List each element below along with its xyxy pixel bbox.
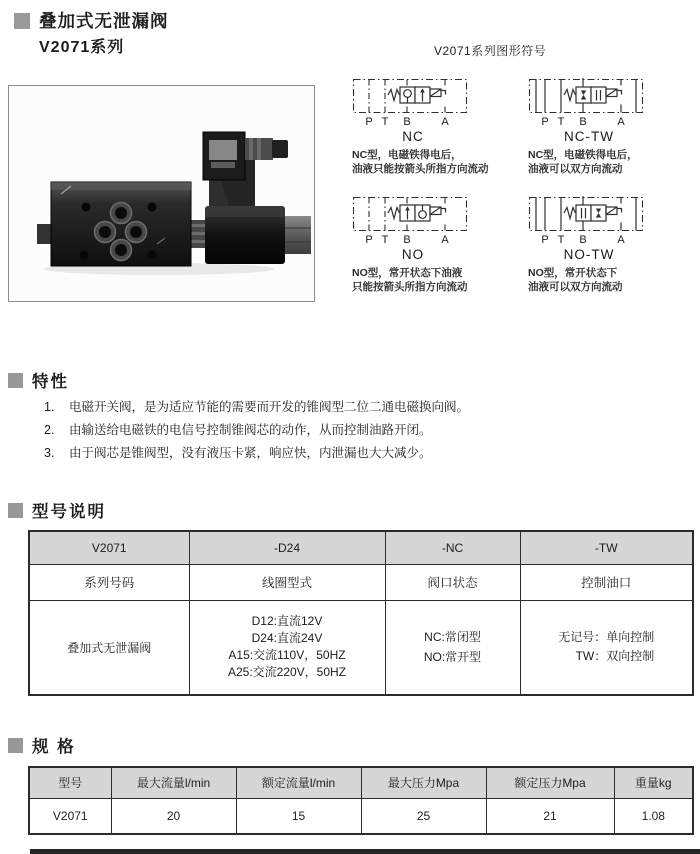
feature-number: 2. [44,423,55,437]
symbol-description [352,266,520,294]
symbol-desc-line2: 只能按箭头所指方向流动 [352,281,468,293]
spec-value-cell: 20 [111,798,236,834]
spec-col-header: 最大流量l/min [111,767,236,798]
model-detail-control [520,600,693,695]
model-detail-state [385,600,520,695]
spec-header-row [29,767,693,798]
feature-item [44,442,469,465]
symbol-desc-line1: NC型，电磁铁得电后， [528,149,638,161]
port-label-t: T [557,116,565,128]
port-label-a: A [617,116,625,128]
port-label-p: P [365,116,373,128]
model-code-row [29,531,693,564]
features-header: 特性 [32,373,69,391]
feature-item [44,419,469,442]
feature-text: 由输送给电磁铁的电信号控制锥阀芯的动作，从而控制油路开闭。 [69,423,432,437]
model-code-cell: -NC [385,531,520,564]
symbol-card-nc-tw [528,78,696,176]
model-label-row [29,564,693,600]
symbol-name: NC-TW [564,129,614,144]
symbol-card-no [352,196,520,294]
model-label-cell: 系列号码 [29,564,189,600]
spec-value-cell: 21 [486,798,614,834]
port-label-a: A [441,116,449,128]
coil-option: D12:直流12V [251,614,323,629]
coil-option: A25:交流220V，50HZ [227,665,347,680]
page-title: 叠加式无泄漏阀 [39,11,169,31]
spec-col-header: 重量kg [614,767,693,798]
coil-option: A15:交流110V，50HZ [228,648,346,663]
product-photo [8,85,315,302]
spec-value-cell: 15 [236,798,361,834]
valve-symbol-nc-tw-icon [528,78,650,128]
spec-col-header: 额定压力Mpa [486,767,614,798]
valve-photo-illustration [9,86,314,301]
model-code-cell: -TW [520,531,693,564]
valve-symbol-no-tw-icon [528,196,650,246]
symbols-title: V2071系列图形符号 [434,44,547,58]
spec-table [28,766,694,835]
spec-data-row [29,798,693,834]
model-header: 型号说明 [32,503,106,521]
page-bottom-scan-edge [30,849,700,854]
symbol-description [528,266,696,294]
features-header-row [8,368,69,392]
section-bullet-icon [14,13,30,29]
spec-col-header: 最大压力Mpa [361,767,486,798]
control-option: TW：双向控制 [575,649,655,664]
port-label-b: B [403,116,411,128]
port-label-t: T [381,234,389,246]
port-label-b: B [403,234,411,246]
port-label-b: B [579,234,587,246]
model-label-cell: 阀口状态 [385,564,520,600]
control-option: 无记号：单向控制 [558,630,655,645]
page-subtitle: V2071系列 [39,39,125,56]
port-label-t: T [381,116,389,128]
symbol-name: NO-TW [563,247,615,262]
model-detail-row [29,600,693,695]
spec-value-cell: 25 [361,798,486,834]
specs-header-row [8,733,76,757]
symbol-desc-line1: NO型，常开状态下油液 [352,267,463,279]
symbol-desc-line1: NC型，电磁铁得电后， [352,149,462,161]
feature-item [44,396,469,419]
symbol-desc-line2: 油液只能按箭头所指方向流动 [352,163,489,175]
spec-col-header: 型号 [29,767,111,798]
model-label-cell: 控制油口 [520,564,693,600]
spec-value-cell: V2071 [29,798,111,834]
symbol-description [528,148,696,176]
feature-text: 电磁开关阀，是为适应节能的需要而开发的锥阀型二位二通电磁换向阀。 [69,400,470,414]
port-label-a: A [441,234,449,246]
port-label-p: P [365,234,373,246]
model-detail-name: 叠加式无泄漏阀 [29,600,189,695]
spec-value-cell: 1.08 [614,798,693,834]
port-label-p: P [541,116,549,128]
symbol-card-nc [352,78,520,176]
state-option: NC:常闭型 [424,630,481,645]
model-table [28,530,694,696]
port-label-p: P [541,234,549,246]
port-label-b: B [579,116,587,128]
feature-number: 1. [44,400,55,414]
symbol-name: NC [402,129,424,144]
coil-option: D24:直流24V [251,631,323,646]
model-code-cell: -D24 [189,531,385,564]
model-detail-coil [189,600,385,695]
symbol-desc-line1: NO型，常开状态下 [528,267,618,279]
section-bullet-icon [8,738,23,753]
symbol-card-no-tw [528,196,696,294]
model-code-cell: V2071 [29,531,189,564]
symbols-panel [346,42,700,320]
section-bullet-icon [8,373,23,388]
model-label-cell: 线圈型式 [189,564,385,600]
valve-symbol-nc-icon [352,78,474,128]
state-option: NO:常开型 [423,650,482,665]
valve-symbol-no-icon [352,196,474,246]
specs-header: 规 格 [32,738,76,756]
doc-title-row [14,8,169,33]
model-header-row [8,498,106,522]
feature-text: 由于阀芯是锥阀型，没有液压卡紧，响应快，内泄漏也大大减少。 [69,446,432,460]
spec-col-header: 额定流量l/min [236,767,361,798]
feature-number: 3. [44,446,55,460]
symbol-desc-line2: 油液可以双方向流动 [528,281,623,293]
symbol-name: NO [401,247,425,262]
symbol-desc-line2: 油液可以双方向流动 [528,163,623,175]
section-bullet-icon [8,503,23,518]
port-label-a: A [617,234,625,246]
symbol-description [352,148,520,176]
port-label-t: T [557,234,565,246]
features-list [44,396,469,465]
